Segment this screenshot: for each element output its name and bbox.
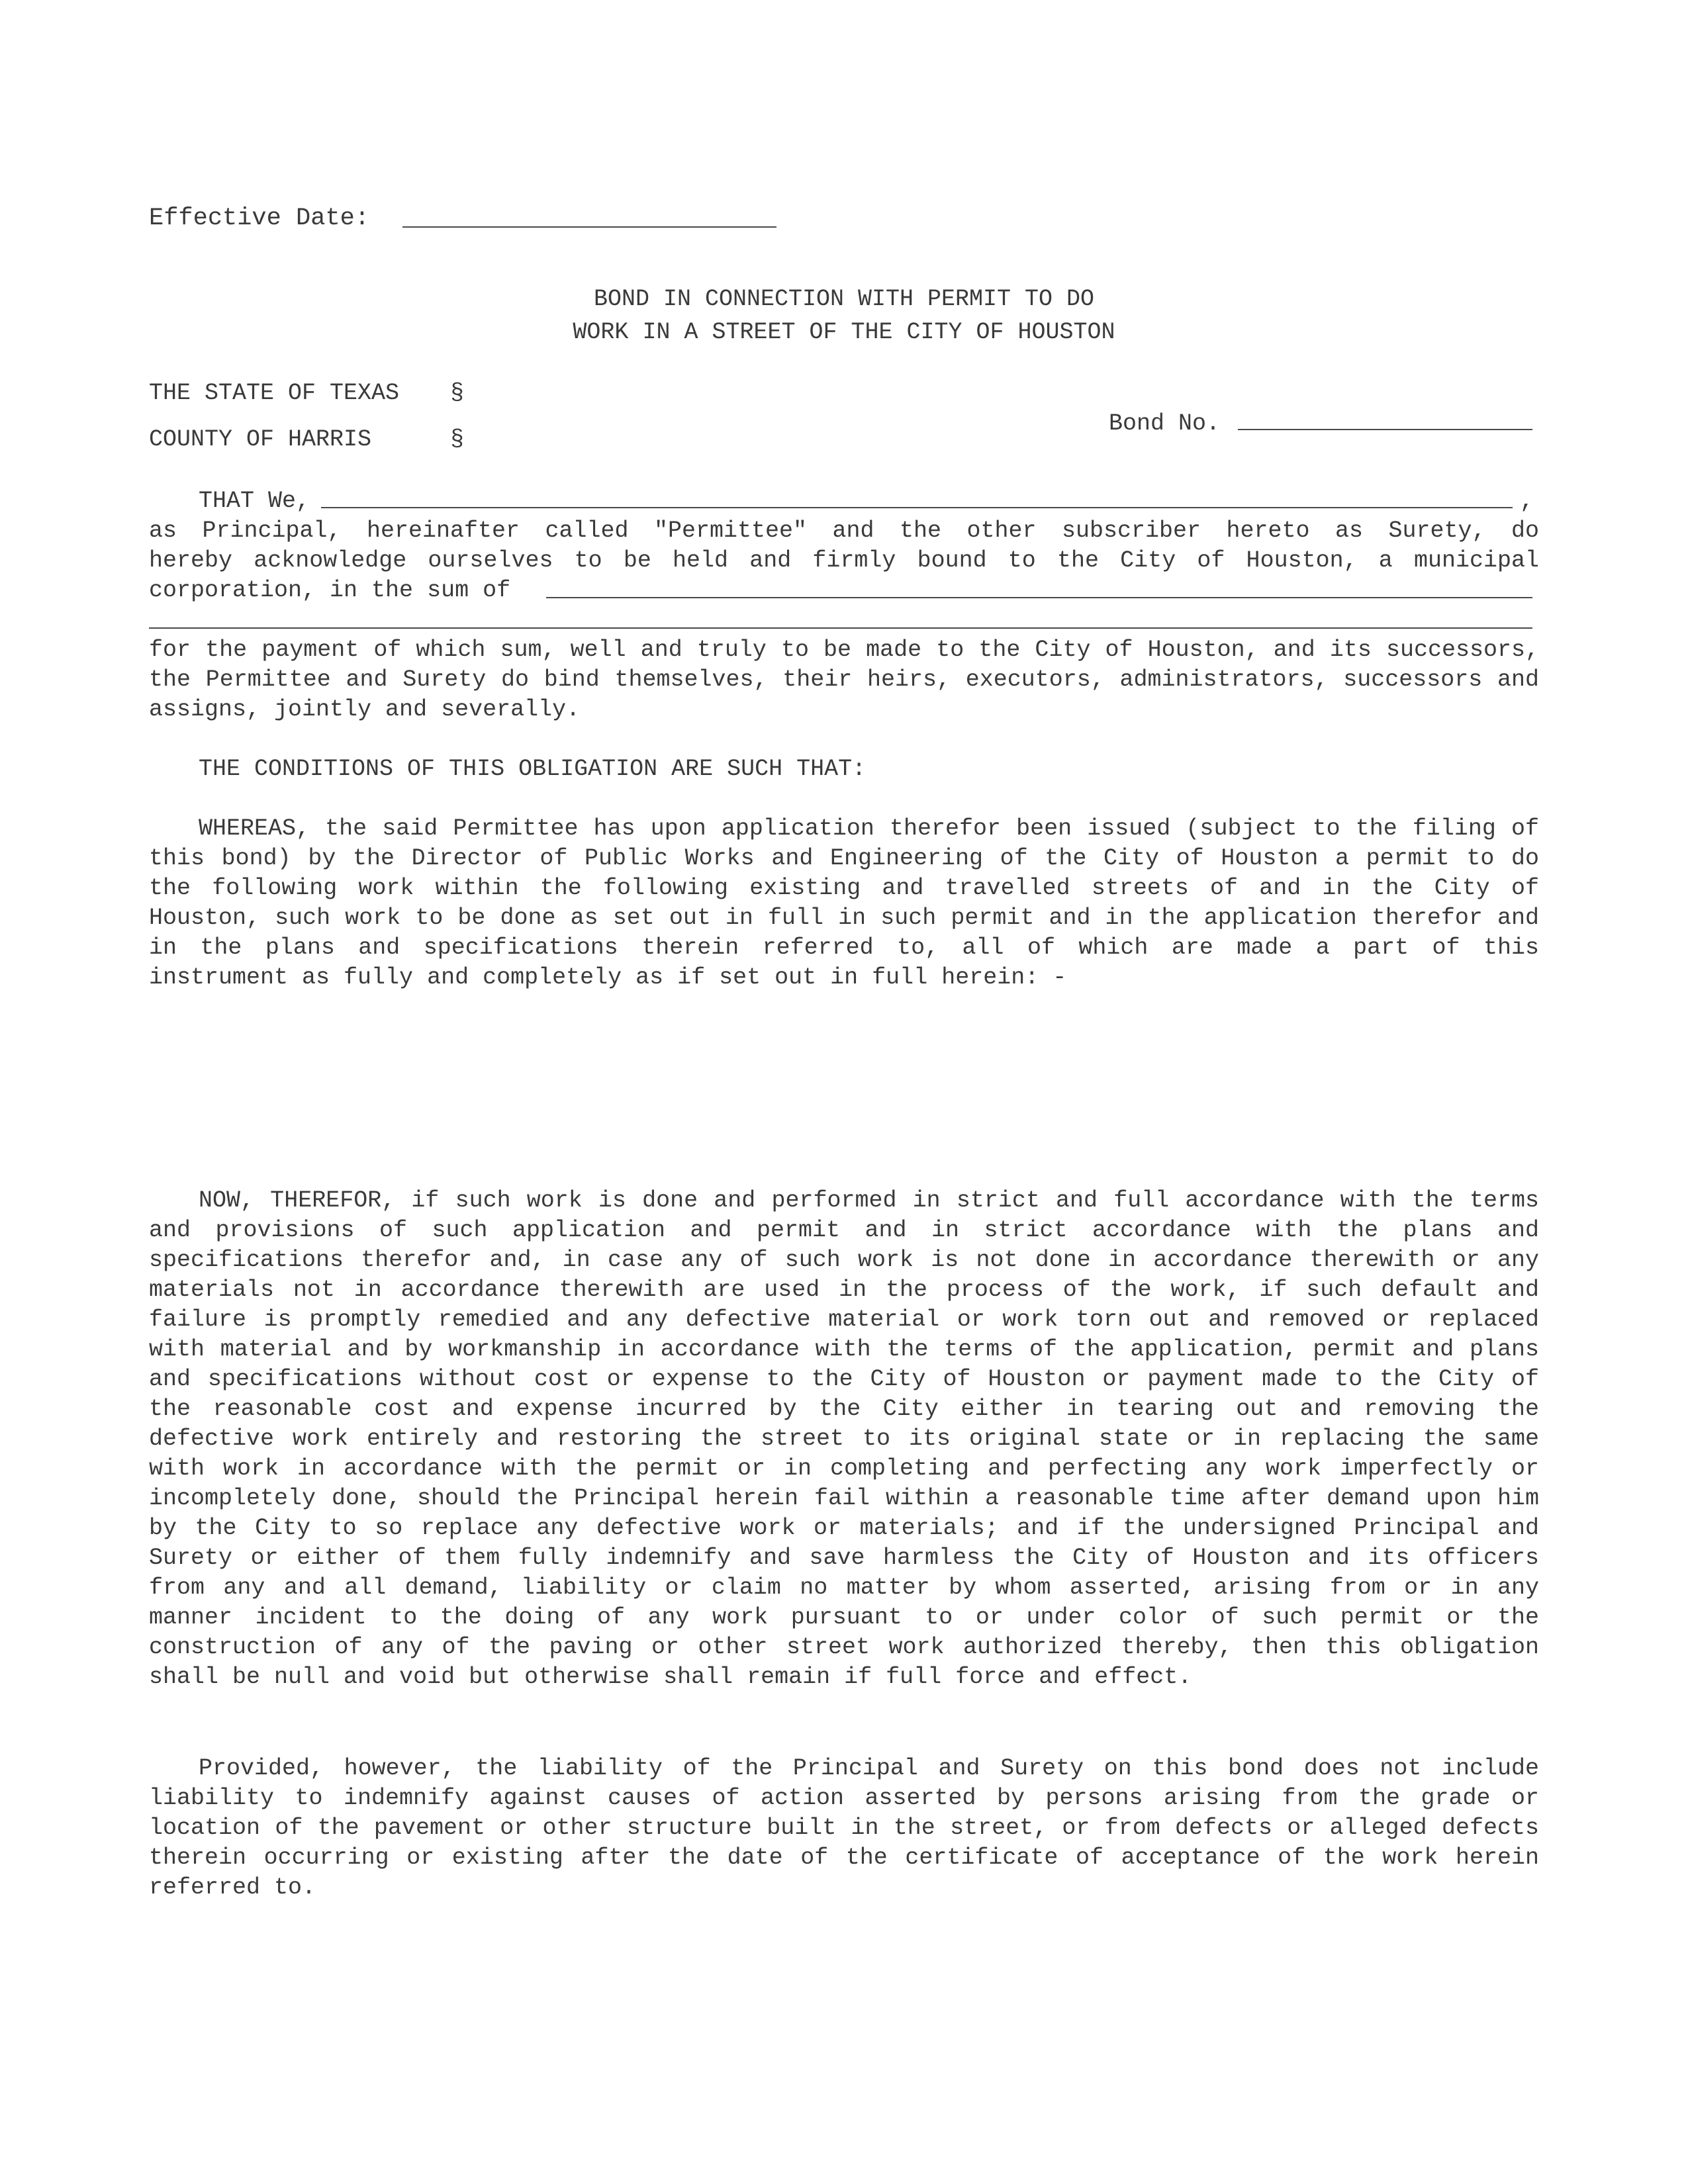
sum-field-line2[interactable] [149, 627, 1532, 629]
state-label: THE STATE OF TEXAS [149, 380, 400, 406]
payment-paragraph: for the payment of which sum, well and truly to be made to the City of Houston, and its successors, the Permittee and Surety do bind themselves, their heirs, executors, administrators, successors and assigns, jointly and severally. [149, 637, 1539, 723]
whereas-text: WHEREAS, the said Permittee has upon application therefor been issued (subject to the filing of this bond) by the Director of Public Works and Engineering of the City of Houston a permit to do the following work within the following existing and travelled streets of and in the City of Houston, such work to be done as set out in full in such permit and in the application therefor and in the plans and specifications therein referred to, all of which are made a part of this instrument as fully and completely as if set out in full herein: - [149, 815, 1539, 991]
section-symbol-1: § [450, 380, 465, 406]
principal-name-field[interactable] [321, 507, 1513, 508]
effective-date-field[interactable] [402, 226, 776, 228]
effective-date-label: Effective Date: [149, 205, 370, 232]
section-symbol-2: § [450, 426, 465, 453]
provided-paragraph [149, 1754, 1539, 1903]
bond-number-label: Bond No. [1109, 410, 1221, 437]
now-therefor-text: NOW, THEREFOR, if such work is done and performed in strict and full accordance with the terms and provisions of such application and permit and in strict accordance with the plans and specifications therefor and, in case any of such work is not done in accordance therewith or any materials not in accordance therewith are used in the process of the work, if such default and failure is promptly remedied and any defective material or work torn out and removed or replaced with material and by workmanship in accordance with the terms of the application, permit and plans and specifications without cost or expense to the City of Houston or payment made to the City of the reasonable cost and expense incurred by the City either in tearing out and removing the defective work entirely and restoring the street to its original state or in replacing the same with work in accordance with the permit or in completing and perfecting any work imperfectly or incompletely done, should the Principal herein fail within a reasonable time after demand upon him by the City to so replace any defective work or materials; and if the undersigned Principal and Surety or either of them fully indemnify and save harmless the City of Houston and its officers from any and all demand, liability or claim no matter by whom asserted, arising from or in any manner incident to the doing of any work pursuant to or under color of such permit or the construction of any of the paving or other street work authorized thereby, then this obligation shall be null and void but otherwise shall remain if full force and effect. [149, 1187, 1539, 1690]
conditions-heading: THE CONDITIONS OF THIS OBLIGATION ARE SUCH THAT: [199, 756, 867, 782]
sum-lead: corporation, in the sum of [149, 577, 511, 604]
county-label: COUNTY OF HARRIS [149, 426, 372, 453]
whereas-paragraph [149, 814, 1539, 993]
document-title-line2: WORK IN A STREET OF THE CITY OF HOUSTON [573, 319, 1115, 345]
principal-line3: hereby acknowledge ourselves to be held and firmly bound to the City of Houston, a municipal [149, 547, 1539, 574]
provided-text: Provided, however, the liability of the Principal and Surety on this bond does not include liability to indemnify against causes of action asserted by persons arising from the grade or location of the pavement or other structure built in the street, or from defects or alleged defects therein occurring or existing after the date of the certificate of acceptance of the work herein referred to. [149, 1755, 1539, 1901]
principal-line2: as Principal, hereinafter called "Permittee" and the other subscriber hereto as Surety, do [149, 518, 1539, 544]
sum-field-line1[interactable] [546, 597, 1532, 598]
principal-lead: THAT We, [199, 488, 310, 514]
now-therefor-paragraph [149, 1186, 1539, 1692]
document-title-line1: BOND IN CONNECTION WITH PERMIT TO DO [593, 286, 1095, 312]
principal-comma: , [1520, 488, 1534, 514]
bond-number-field[interactable] [1238, 429, 1532, 430]
